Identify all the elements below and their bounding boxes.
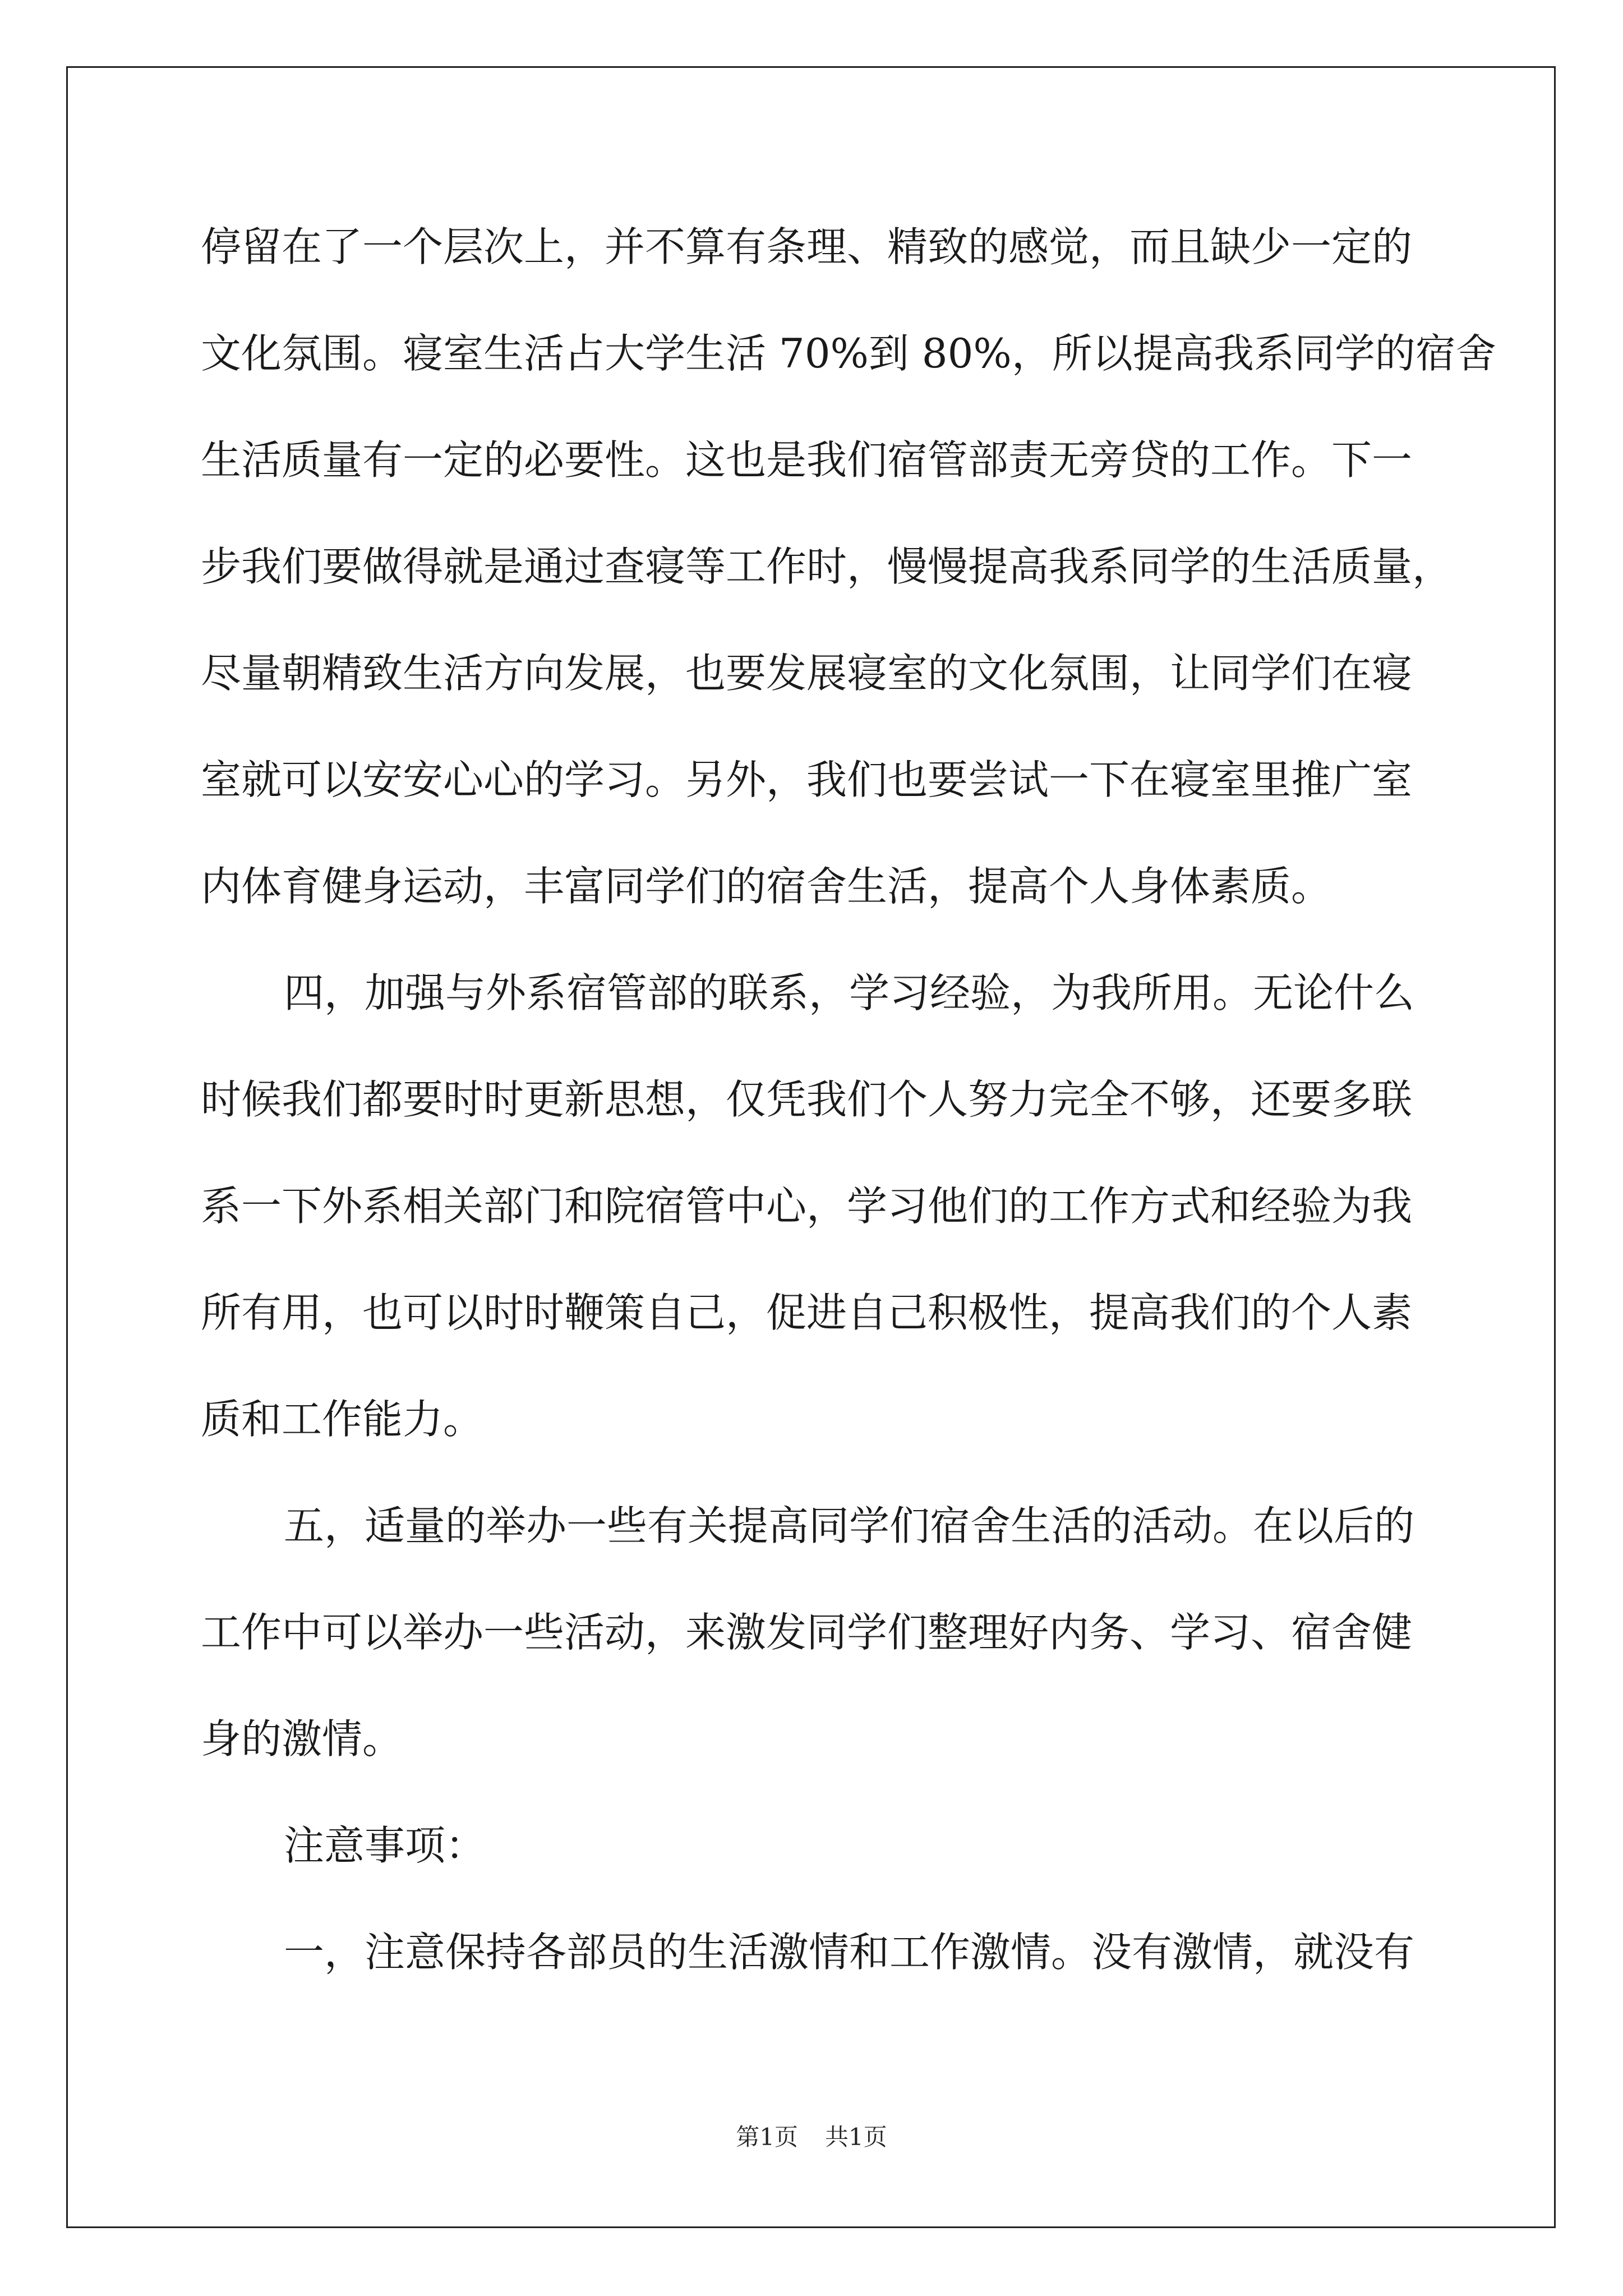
text-line: 室就可以安安心心的学习。另外，我们也要尝试一下在寝室里推广室: [201, 756, 1413, 803]
text-line: 时候我们都要时时更新思想，仅凭我们个人努力完全不够，还要多联: [201, 1076, 1413, 1123]
paragraph-start-line: 五，适量的举办一些有关提高同学们宿舍生活的活动。在以后的: [284, 1502, 1415, 1549]
text-line: 系一下外系相关部门和院宿管中心，学习他们的工作方式和经验为我: [201, 1182, 1413, 1230]
text-line: 内体育健身运动，丰富同学们的宿舍生活，提高个人身体素质。: [201, 863, 1332, 910]
text-line: 身的激情。: [201, 1715, 403, 1763]
text-line: 步我们要做得就是通过查寝等工作时，慢慢提高我系同学的生活质量，: [201, 543, 1453, 590]
paragraph-start-line: 一，注意保持各部员的生活激情和工作激情。没有激情，就没有: [284, 1929, 1415, 1976]
text-line: 尽量朝精致生活方向发展，也要发展寝室的文化氛围，让同学们在寝: [201, 650, 1413, 697]
text-line: 所有用，也可以时时鞭策自己，促进自己积极性，提高我们的个人素: [201, 1289, 1413, 1336]
page-number: 第1页: [736, 2123, 798, 2151]
paragraph-start-line: 四，加强与外系宿管部的联系，学习经验，为我所用。无论什么: [284, 969, 1415, 1016]
text-line: 生活质量有一定的必要性。这也是我们宿管部责无旁贷的工作。下一: [201, 436, 1413, 484]
page-total: 共1页: [825, 2123, 887, 2151]
text-line: 工作中可以举办一些活动，来激发同学们整理好内务、学习、宿舍健: [201, 1609, 1413, 1656]
document-body: [201, 222, 1496, 2033]
section-heading: 注意事项：: [284, 1822, 486, 1869]
text-line: 停留在了一个层次上，并不算有条理、精致的感觉，而且缺少一定的: [201, 223, 1413, 270]
text-line: 质和工作能力。: [201, 1396, 484, 1443]
page-footer: [0, 2120, 1623, 2154]
text-line: 文化氛围。寝室生活占大学生活 70%到 80%，所以提高我系同学的宿舍: [201, 330, 1496, 377]
